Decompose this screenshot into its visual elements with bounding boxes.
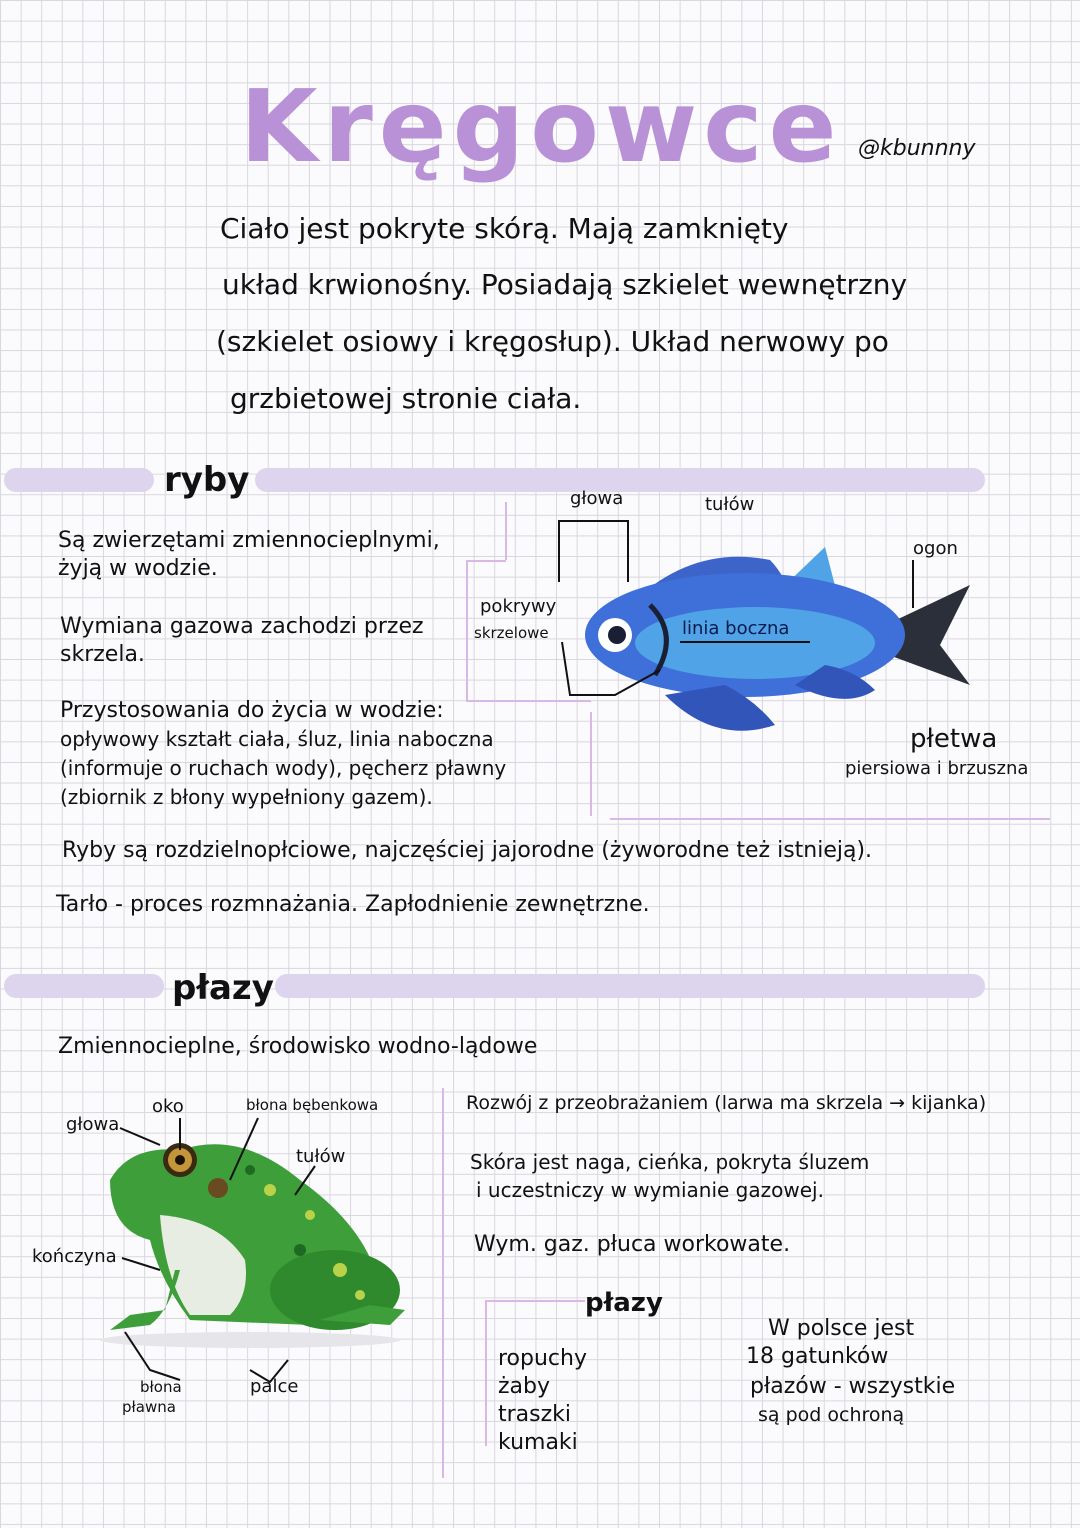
section-band-right [275,974,985,998]
section-band-left [4,468,154,492]
frog-label-limb: kończyna [32,1246,117,1267]
intro-line-4: grzbietowej stronie ciała. [230,382,582,415]
fish-label-fin-2: piersiowa i brzuszna [845,758,1029,779]
frog-label-trunk: tułów [296,1146,346,1167]
fish-label-head: głowa [570,488,624,509]
tree-item: traszki [498,1402,572,1427]
fish-label-gill-2: skrzelowe [474,624,549,642]
intro-line-3: (szkielet osiowy i kręgosłup). Układ nerwowy po [216,325,889,358]
tree-item: żaby [498,1374,551,1399]
fish-label-tail: ogon [913,538,958,559]
gill-pointer [560,640,670,700]
label-line [558,520,560,582]
fish-text-1b: żyją w wodzie. [58,556,218,581]
fish-text-2b: skrzela. [60,642,145,667]
connector-line [505,502,507,560]
amphibians-skin-2: i uczestniczy w wymianie gazowej. [476,1178,824,1202]
frog-label-eardrum: błona bębenkowa [246,1096,379,1114]
fish-label-lateral-line: linia boczna [682,618,790,639]
tree-trunk [485,1300,487,1446]
label-line [912,560,914,608]
fish-spawning: Tarło - proces rozmnażania. Zapłodnienie zewnętrzne. [56,892,650,917]
amphibians-lungs: Wym. gaz. płuca workowate. [474,1232,791,1257]
fish-text-3a: Przystosowania do życia w wodzie: [60,698,444,723]
fish-text-2a: Wymiana gazowa zachodzi przez [60,614,424,639]
tree-item: kumaki [498,1430,578,1455]
frog-label-web-2: pławna [122,1398,176,1416]
fish-text-3d: (zbiornik z błony wypełniony gazem). [60,785,433,809]
fish-label-trunk: tułów [705,494,755,515]
fish-text-3b: opływowy kształt ciała, śluz, linia naboczna [60,727,494,751]
fish-reproduction: Ryby są rozdzielnopłciowe, najczęściej jajorodne (żyworodne też istnieją). [62,838,873,863]
intro-line-2: układ krwionośny. Posiadają szkielet wewnętrzny [222,268,908,301]
note-line-3: płazów - wszystkie [750,1374,956,1399]
note-line-1: W polsce jest [768,1316,915,1341]
frog-label-head: głowa [66,1114,120,1135]
section-band-left [4,974,164,998]
amphibians-development: Rozwój z przeobrażaniem (larwa ma skrzela → kijanka) [466,1092,987,1114]
tree-item: ropuchy [498,1346,587,1371]
note-line-4: są pod ochroną [758,1404,905,1426]
fish-text-3c: (informuje o ruchach wody), pęcherz pławny [60,756,507,780]
section-title-fish: ryby [164,460,250,500]
fish-label-gill-1: pokrywy [480,596,557,617]
label-line [627,520,629,582]
amphibians-intro: Zmiennocieplne, środowisko wodno-lądowe [58,1034,538,1059]
amphibians-skin-1: Skóra jest naga, cieńka, pokryta śluzem [470,1150,870,1174]
frog-label-eye: oko [152,1096,184,1117]
label-line [558,520,628,522]
tree-title: płazy [585,1288,663,1318]
frog-label-toes: palce [250,1376,299,1397]
connector-line [466,560,468,700]
note-line-2: 18 gatunków [746,1344,889,1369]
connector-line [466,560,506,562]
connector-line [610,818,1050,820]
frog-label-web-1: błona [140,1378,182,1396]
page-title: Kręgowce [240,68,843,185]
author-handle: @kbunnny [858,136,976,161]
fish-text-1a: Są zwierzętami zmiennocieplnymi, [58,528,440,553]
label-line [680,641,810,643]
column-divider [442,1088,444,1478]
tree-branch [485,1300,585,1302]
section-title-amphibians: płazy [172,968,274,1008]
fish-label-fin-1: płetwa [910,724,998,754]
intro-line-1: Ciało jest pokryte skórą. Mają zamknięty [220,212,789,245]
